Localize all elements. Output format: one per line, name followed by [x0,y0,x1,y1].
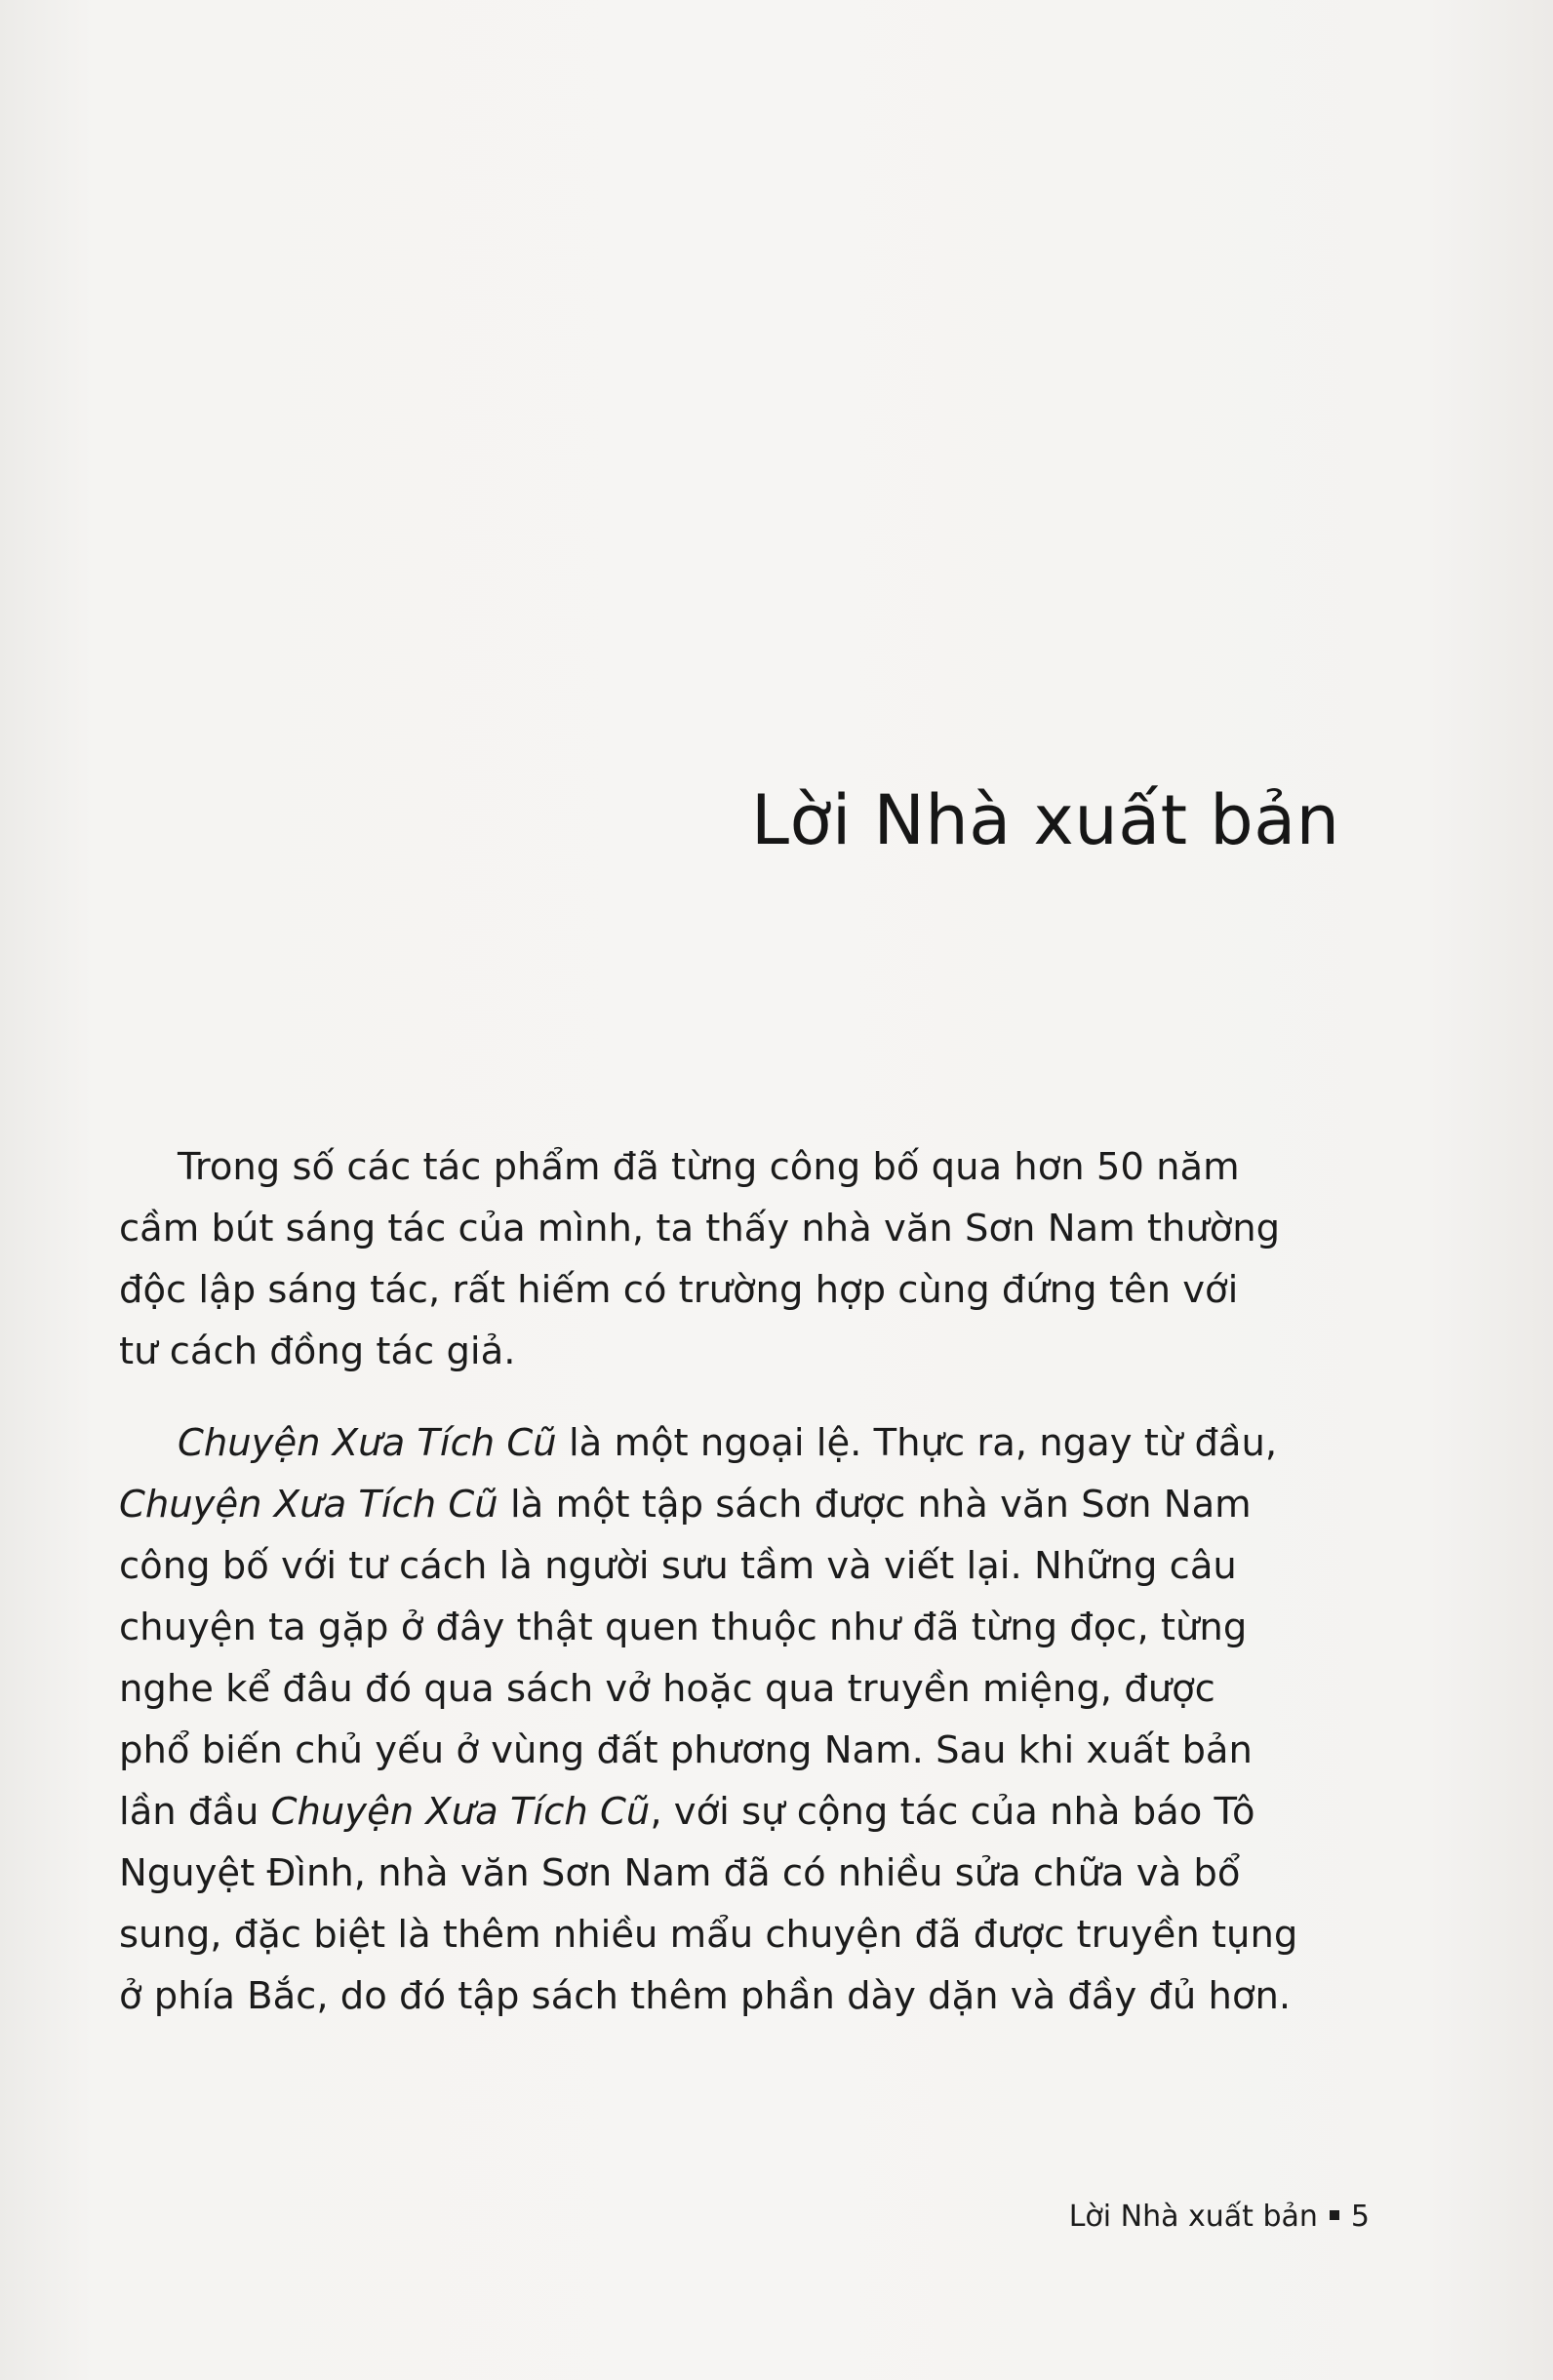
chapter-title: Lời Nhà xuất bản [751,780,1340,860]
paragraph-1 [119,1136,1358,1382]
paragraph-2-line: Nguyệt Đình, nhà văn Sơn Nam đã có nhiều sửa chữa và bổ [119,1851,1241,1895]
line-text: , với sự cộng tác của nhà báo Tô [650,1790,1255,1834]
line-text: là một ngoại lệ. Thực ra, ngay từ đầu, [556,1421,1278,1465]
line-text: lần đầu [119,1790,271,1834]
paragraph-2-line: phổ biến chủ yếu ở vùng đất phương Nam. Sau khi xuất bản [119,1728,1253,1772]
footer-separator [1330,2210,1339,2220]
paragraph-2 [119,1412,1358,2027]
paragraph-1-line: tư cách đồng tác giả. [119,1329,516,1373]
book-title-italic: Chuyện Xưa Tích Cũ [119,1483,498,1527]
paragraph-1-line: độc lập sáng tác, rất hiếm có trường hợp cùng đứng tên với [119,1268,1239,1312]
footer-section-title: Lời Nhà xuất bản [1068,2200,1318,2234]
book-title-italic: Chuyện Xưa Tích Cũ [270,1790,651,1834]
book-title-italic: Chuyện Xưa Tích Cũ [178,1421,557,1465]
paragraph-2-line [119,1474,1358,1535]
paragraph-2-line: nghe kể đâu đó qua sách vở hoặc qua truyền miệng, được [119,1667,1215,1711]
page-number: 5 [1350,2200,1370,2234]
paragraph-2-line: sung, đặc biệt là thêm nhiều mẩu chuyện đã được truyền tụng [119,1913,1298,1957]
paragraph-1-line: cầm bút sáng tác của mình, ta thấy nhà văn Sơn Nam thường [119,1207,1281,1250]
paragraph-2-line: chuyện ta gặp ở đây thật quen thuộc như đã từng đọc, từng [119,1606,1248,1649]
paragraph-2-line [119,1412,1358,1474]
body-text [119,1136,1358,2057]
paragraph-2-line: ở phía Bắc, do đó tập sách thêm phần dày dặn và đầy đủ hơn. [119,1974,1292,2018]
paragraph-2-line [119,1781,1358,1843]
line-text: là một tập sách được nhà văn Sơn Nam [498,1483,1252,1527]
page-footer [1069,2200,1370,2234]
paragraph-2-line: công bố với tư cách là người sưu tầm và viết lại. Những câu [119,1544,1237,1588]
paragraph-1-line: Trong số các tác phẩm đã từng công bố qua hơn 50 năm [178,1145,1240,1189]
